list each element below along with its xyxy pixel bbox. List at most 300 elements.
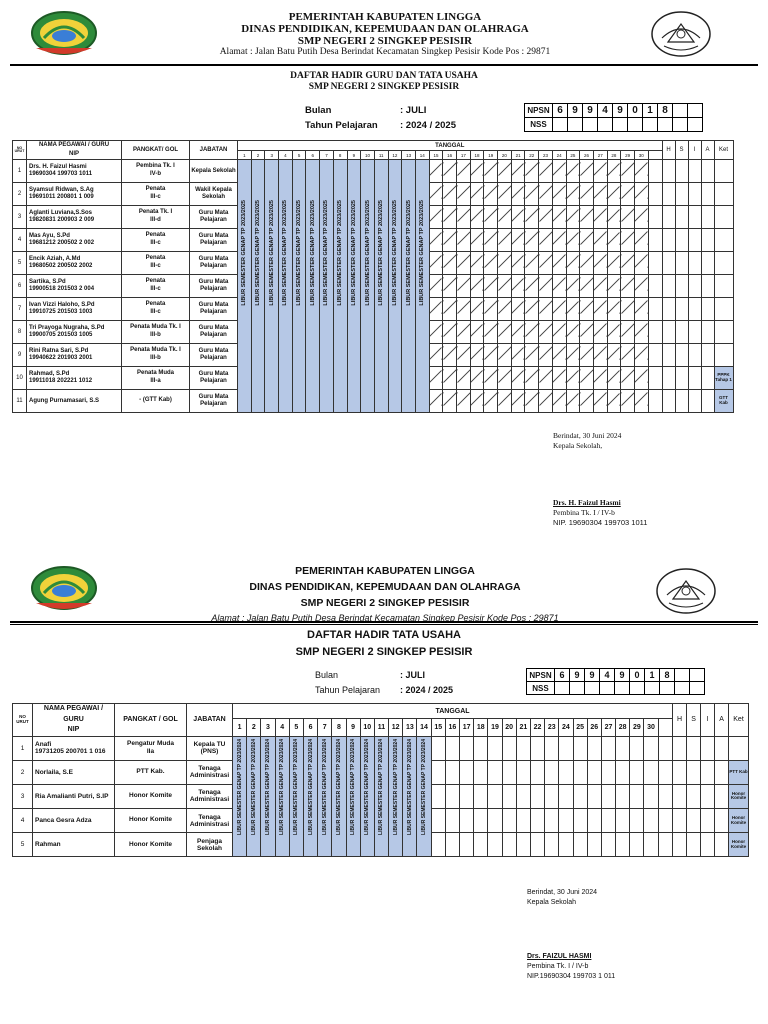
attendance-cell[interactable] <box>545 809 559 833</box>
attendance-cell[interactable] <box>634 160 648 183</box>
attendance-cell[interactable] <box>429 183 443 206</box>
attendance-cell[interactable] <box>484 275 498 298</box>
attendance-cell[interactable] <box>566 321 580 344</box>
attendance-cell[interactable] <box>470 344 484 367</box>
attendance-cell[interactable] <box>593 206 607 229</box>
attendance-cell[interactable] <box>648 252 662 275</box>
attendance-cell[interactable] <box>607 344 621 367</box>
attendance-cell[interactable] <box>498 275 512 298</box>
summary-cell[interactable] <box>673 760 687 784</box>
attendance-cell[interactable] <box>593 321 607 344</box>
summary-cell[interactable] <box>701 367 714 390</box>
attendance-cell[interactable] <box>470 183 484 206</box>
attendance-cell[interactable] <box>525 206 539 229</box>
attendance-cell[interactable] <box>634 367 648 390</box>
summary-cell[interactable] <box>662 252 675 275</box>
attendance-cell[interactable] <box>552 160 566 183</box>
summary-cell[interactable] <box>675 229 688 252</box>
attendance-cell[interactable] <box>516 833 530 857</box>
attendance-cell[interactable] <box>429 229 443 252</box>
attendance-cell[interactable] <box>484 367 498 390</box>
summary-cell[interactable] <box>701 321 714 344</box>
attendance-cell[interactable] <box>607 183 621 206</box>
summary-cell[interactable] <box>662 160 675 183</box>
attendance-cell[interactable] <box>445 809 459 833</box>
attendance-cell[interactable] <box>511 206 525 229</box>
attendance-cell[interactable] <box>580 390 594 413</box>
summary-cell[interactable] <box>662 275 675 298</box>
summary-cell[interactable] <box>673 809 687 833</box>
attendance-cell[interactable] <box>470 252 484 275</box>
attendance-cell[interactable] <box>634 252 648 275</box>
attendance-cell[interactable] <box>445 760 459 784</box>
attendance-cell[interactable] <box>470 321 484 344</box>
attendance-cell[interactable] <box>621 321 635 344</box>
attendance-cell[interactable] <box>658 760 672 784</box>
summary-cell[interactable] <box>687 784 701 808</box>
attendance-cell[interactable] <box>648 206 662 229</box>
attendance-cell[interactable] <box>539 367 553 390</box>
summary-cell[interactable] <box>662 367 675 390</box>
attendance-cell[interactable] <box>566 183 580 206</box>
attendance-cell[interactable] <box>545 784 559 808</box>
attendance-cell[interactable] <box>470 298 484 321</box>
attendance-cell[interactable] <box>648 183 662 206</box>
attendance-cell[interactable] <box>484 183 498 206</box>
attendance-cell[interactable] <box>573 833 587 857</box>
attendance-cell[interactable] <box>580 275 594 298</box>
summary-cell[interactable] <box>701 736 715 760</box>
attendance-cell[interactable] <box>552 252 566 275</box>
attendance-cell[interactable] <box>539 275 553 298</box>
attendance-cell[interactable] <box>616 736 630 760</box>
summary-cell[interactable] <box>688 321 701 344</box>
attendance-cell[interactable] <box>484 206 498 229</box>
summary-cell[interactable] <box>687 760 701 784</box>
attendance-cell[interactable] <box>530 784 544 808</box>
attendance-cell[interactable] <box>580 206 594 229</box>
summary-cell[interactable] <box>715 736 729 760</box>
attendance-cell[interactable] <box>511 321 525 344</box>
attendance-cell[interactable] <box>511 252 525 275</box>
attendance-cell[interactable] <box>607 275 621 298</box>
attendance-cell[interactable] <box>634 206 648 229</box>
attendance-cell[interactable] <box>601 760 615 784</box>
attendance-cell[interactable] <box>457 183 471 206</box>
summary-cell[interactable] <box>675 298 688 321</box>
summary-cell[interactable] <box>675 275 688 298</box>
summary-cell[interactable] <box>715 784 729 808</box>
attendance-cell[interactable] <box>648 344 662 367</box>
attendance-cell[interactable] <box>516 736 530 760</box>
attendance-cell[interactable] <box>470 206 484 229</box>
attendance-cell[interactable] <box>621 183 635 206</box>
summary-cell[interactable] <box>675 390 688 413</box>
attendance-cell[interactable] <box>644 809 658 833</box>
attendance-cell[interactable] <box>621 344 635 367</box>
attendance-cell[interactable] <box>502 809 516 833</box>
attendance-cell[interactable] <box>457 229 471 252</box>
attendance-cell[interactable] <box>488 736 502 760</box>
attendance-cell[interactable] <box>431 784 445 808</box>
attendance-cell[interactable] <box>457 206 471 229</box>
attendance-cell[interactable] <box>443 229 457 252</box>
attendance-cell[interactable] <box>498 206 512 229</box>
summary-cell[interactable] <box>688 160 701 183</box>
summary-cell[interactable] <box>701 252 714 275</box>
attendance-cell[interactable] <box>474 809 488 833</box>
summary-cell[interactable] <box>675 252 688 275</box>
attendance-cell[interactable] <box>566 206 580 229</box>
summary-cell[interactable] <box>675 183 688 206</box>
attendance-cell[interactable] <box>511 344 525 367</box>
attendance-cell[interactable] <box>607 390 621 413</box>
attendance-cell[interactable] <box>525 390 539 413</box>
attendance-cell[interactable] <box>630 809 644 833</box>
attendance-cell[interactable] <box>580 183 594 206</box>
attendance-cell[interactable] <box>616 809 630 833</box>
attendance-cell[interactable] <box>593 275 607 298</box>
attendance-cell[interactable] <box>552 298 566 321</box>
attendance-cell[interactable] <box>488 760 502 784</box>
attendance-cell[interactable] <box>443 160 457 183</box>
attendance-cell[interactable] <box>457 298 471 321</box>
attendance-cell[interactable] <box>621 390 635 413</box>
summary-cell[interactable] <box>688 275 701 298</box>
attendance-cell[interactable] <box>648 321 662 344</box>
summary-cell[interactable] <box>662 206 675 229</box>
attendance-cell[interactable] <box>539 229 553 252</box>
attendance-cell[interactable] <box>525 160 539 183</box>
attendance-cell[interactable] <box>621 298 635 321</box>
summary-cell[interactable] <box>662 344 675 367</box>
attendance-cell[interactable] <box>607 367 621 390</box>
attendance-cell[interactable] <box>593 298 607 321</box>
attendance-cell[interactable] <box>580 229 594 252</box>
attendance-cell[interactable] <box>498 183 512 206</box>
attendance-cell[interactable] <box>545 736 559 760</box>
attendance-cell[interactable] <box>593 160 607 183</box>
attendance-cell[interactable] <box>648 390 662 413</box>
attendance-cell[interactable] <box>474 833 488 857</box>
attendance-cell[interactable] <box>566 344 580 367</box>
attendance-cell[interactable] <box>516 809 530 833</box>
summary-cell[interactable] <box>701 206 714 229</box>
attendance-cell[interactable] <box>457 367 471 390</box>
attendance-cell[interactable] <box>474 784 488 808</box>
attendance-cell[interactable] <box>559 736 573 760</box>
attendance-cell[interactable] <box>580 344 594 367</box>
attendance-cell[interactable] <box>470 275 484 298</box>
attendance-cell[interactable] <box>601 833 615 857</box>
attendance-cell[interactable] <box>429 367 443 390</box>
attendance-cell[interactable] <box>644 833 658 857</box>
attendance-cell[interactable] <box>634 229 648 252</box>
attendance-cell[interactable] <box>457 275 471 298</box>
attendance-cell[interactable] <box>502 760 516 784</box>
attendance-cell[interactable] <box>470 229 484 252</box>
attendance-cell[interactable] <box>552 344 566 367</box>
attendance-cell[interactable] <box>498 298 512 321</box>
summary-cell[interactable] <box>675 160 688 183</box>
attendance-cell[interactable] <box>566 275 580 298</box>
attendance-cell[interactable] <box>525 298 539 321</box>
attendance-cell[interactable] <box>630 760 644 784</box>
attendance-cell[interactable] <box>511 298 525 321</box>
attendance-cell[interactable] <box>621 367 635 390</box>
attendance-cell[interactable] <box>498 367 512 390</box>
summary-cell[interactable] <box>701 160 714 183</box>
attendance-cell[interactable] <box>587 784 601 808</box>
attendance-cell[interactable] <box>484 252 498 275</box>
attendance-cell[interactable] <box>530 809 544 833</box>
attendance-cell[interactable] <box>616 760 630 784</box>
summary-cell[interactable] <box>688 298 701 321</box>
attendance-cell[interactable] <box>644 760 658 784</box>
summary-cell[interactable] <box>701 298 714 321</box>
attendance-cell[interactable] <box>644 784 658 808</box>
attendance-cell[interactable] <box>525 183 539 206</box>
attendance-cell[interactable] <box>525 321 539 344</box>
attendance-cell[interactable] <box>573 809 587 833</box>
attendance-cell[interactable] <box>484 160 498 183</box>
attendance-cell[interactable] <box>445 736 459 760</box>
attendance-cell[interactable] <box>658 784 672 808</box>
attendance-cell[interactable] <box>539 252 553 275</box>
summary-cell[interactable] <box>715 809 729 833</box>
attendance-cell[interactable] <box>648 275 662 298</box>
attendance-cell[interactable] <box>607 160 621 183</box>
attendance-cell[interactable] <box>559 809 573 833</box>
attendance-cell[interactable] <box>648 367 662 390</box>
attendance-cell[interactable] <box>498 321 512 344</box>
attendance-cell[interactable] <box>607 206 621 229</box>
attendance-cell[interactable] <box>621 160 635 183</box>
attendance-cell[interactable] <box>566 298 580 321</box>
attendance-cell[interactable] <box>634 390 648 413</box>
attendance-cell[interactable] <box>621 206 635 229</box>
attendance-cell[interactable] <box>460 736 474 760</box>
attendance-cell[interactable] <box>498 344 512 367</box>
attendance-cell[interactable] <box>429 275 443 298</box>
attendance-cell[interactable] <box>621 229 635 252</box>
attendance-cell[interactable] <box>511 183 525 206</box>
attendance-cell[interactable] <box>502 736 516 760</box>
attendance-cell[interactable] <box>525 252 539 275</box>
attendance-cell[interactable] <box>498 252 512 275</box>
attendance-cell[interactable] <box>516 784 530 808</box>
attendance-cell[interactable] <box>621 252 635 275</box>
attendance-cell[interactable] <box>445 784 459 808</box>
attendance-cell[interactable] <box>484 321 498 344</box>
summary-cell[interactable] <box>701 833 715 857</box>
attendance-cell[interactable] <box>511 367 525 390</box>
attendance-cell[interactable] <box>484 344 498 367</box>
attendance-cell[interactable] <box>530 833 544 857</box>
attendance-cell[interactable] <box>457 252 471 275</box>
attendance-cell[interactable] <box>644 736 658 760</box>
summary-cell[interactable] <box>688 183 701 206</box>
attendance-cell[interactable] <box>616 784 630 808</box>
summary-cell[interactable] <box>673 833 687 857</box>
attendance-cell[interactable] <box>593 229 607 252</box>
attendance-cell[interactable] <box>443 183 457 206</box>
attendance-cell[interactable] <box>593 183 607 206</box>
attendance-cell[interactable] <box>587 736 601 760</box>
attendance-cell[interactable] <box>634 344 648 367</box>
summary-cell[interactable] <box>675 344 688 367</box>
summary-cell[interactable] <box>662 183 675 206</box>
summary-cell[interactable] <box>687 809 701 833</box>
attendance-cell[interactable] <box>539 183 553 206</box>
attendance-cell[interactable] <box>502 833 516 857</box>
attendance-cell[interactable] <box>429 390 443 413</box>
attendance-cell[interactable] <box>457 160 471 183</box>
summary-cell[interactable] <box>675 206 688 229</box>
attendance-cell[interactable] <box>474 736 488 760</box>
attendance-cell[interactable] <box>601 736 615 760</box>
summary-cell[interactable] <box>673 784 687 808</box>
attendance-cell[interactable] <box>580 160 594 183</box>
attendance-cell[interactable] <box>488 809 502 833</box>
attendance-cell[interactable] <box>593 344 607 367</box>
summary-cell[interactable] <box>662 321 675 344</box>
summary-cell[interactable] <box>687 736 701 760</box>
attendance-cell[interactable] <box>511 229 525 252</box>
attendance-cell[interactable] <box>431 809 445 833</box>
summary-cell[interactable] <box>662 390 675 413</box>
attendance-cell[interactable] <box>443 321 457 344</box>
summary-cell[interactable] <box>688 206 701 229</box>
attendance-cell[interactable] <box>457 321 471 344</box>
summary-cell[interactable] <box>701 784 715 808</box>
attendance-cell[interactable] <box>443 298 457 321</box>
attendance-cell[interactable] <box>607 321 621 344</box>
attendance-cell[interactable] <box>525 367 539 390</box>
attendance-cell[interactable] <box>601 809 615 833</box>
attendance-cell[interactable] <box>566 252 580 275</box>
summary-cell[interactable] <box>701 760 715 784</box>
summary-cell[interactable] <box>675 321 688 344</box>
attendance-cell[interactable] <box>511 160 525 183</box>
attendance-cell[interactable] <box>559 760 573 784</box>
attendance-cell[interactable] <box>630 784 644 808</box>
attendance-cell[interactable] <box>429 344 443 367</box>
attendance-cell[interactable] <box>616 833 630 857</box>
attendance-cell[interactable] <box>607 298 621 321</box>
summary-cell[interactable] <box>688 367 701 390</box>
attendance-cell[interactable] <box>552 321 566 344</box>
attendance-cell[interactable] <box>488 833 502 857</box>
attendance-cell[interactable] <box>460 784 474 808</box>
attendance-cell[interactable] <box>559 784 573 808</box>
attendance-cell[interactable] <box>539 298 553 321</box>
attendance-cell[interactable] <box>580 298 594 321</box>
attendance-cell[interactable] <box>539 344 553 367</box>
attendance-cell[interactable] <box>545 833 559 857</box>
attendance-cell[interactable] <box>552 206 566 229</box>
attendance-cell[interactable] <box>658 833 672 857</box>
summary-cell[interactable] <box>701 275 714 298</box>
summary-cell[interactable] <box>715 833 729 857</box>
attendance-cell[interactable] <box>634 321 648 344</box>
summary-cell[interactable] <box>687 833 701 857</box>
attendance-cell[interactable] <box>607 252 621 275</box>
summary-cell[interactable] <box>688 252 701 275</box>
attendance-cell[interactable] <box>511 390 525 413</box>
attendance-cell[interactable] <box>429 321 443 344</box>
attendance-cell[interactable] <box>648 160 662 183</box>
attendance-cell[interactable] <box>429 252 443 275</box>
summary-cell[interactable] <box>688 229 701 252</box>
attendance-cell[interactable] <box>474 760 488 784</box>
summary-cell[interactable] <box>662 229 675 252</box>
attendance-cell[interactable] <box>460 809 474 833</box>
attendance-cell[interactable] <box>566 390 580 413</box>
attendance-cell[interactable] <box>580 252 594 275</box>
attendance-cell[interactable] <box>621 275 635 298</box>
summary-cell[interactable] <box>701 344 714 367</box>
attendance-cell[interactable] <box>511 275 525 298</box>
summary-cell[interactable] <box>675 367 688 390</box>
attendance-cell[interactable] <box>525 229 539 252</box>
attendance-cell[interactable] <box>658 809 672 833</box>
attendance-cell[interactable] <box>488 784 502 808</box>
attendance-cell[interactable] <box>443 206 457 229</box>
attendance-cell[interactable] <box>443 275 457 298</box>
attendance-cell[interactable] <box>545 760 559 784</box>
attendance-cell[interactable] <box>648 229 662 252</box>
attendance-cell[interactable] <box>634 275 648 298</box>
attendance-cell[interactable] <box>634 183 648 206</box>
attendance-cell[interactable] <box>484 390 498 413</box>
attendance-cell[interactable] <box>552 390 566 413</box>
attendance-cell[interactable] <box>484 298 498 321</box>
attendance-cell[interactable] <box>429 206 443 229</box>
summary-cell[interactable] <box>701 229 714 252</box>
attendance-cell[interactable] <box>470 390 484 413</box>
summary-cell[interactable] <box>701 183 714 206</box>
attendance-cell[interactable] <box>587 760 601 784</box>
attendance-cell[interactable] <box>443 344 457 367</box>
attendance-cell[interactable] <box>580 367 594 390</box>
attendance-cell[interactable] <box>460 833 474 857</box>
attendance-cell[interactable] <box>498 229 512 252</box>
attendance-cell[interactable] <box>429 160 443 183</box>
summary-cell[interactable] <box>688 390 701 413</box>
attendance-cell[interactable] <box>573 784 587 808</box>
summary-cell[interactable] <box>701 390 714 413</box>
attendance-cell[interactable] <box>431 833 445 857</box>
attendance-cell[interactable] <box>470 367 484 390</box>
summary-cell[interactable] <box>715 760 729 784</box>
attendance-cell[interactable] <box>593 252 607 275</box>
attendance-cell[interactable] <box>648 298 662 321</box>
attendance-cell[interactable] <box>573 760 587 784</box>
attendance-cell[interactable] <box>443 252 457 275</box>
attendance-cell[interactable] <box>498 160 512 183</box>
attendance-cell[interactable] <box>539 206 553 229</box>
attendance-cell[interactable] <box>539 160 553 183</box>
attendance-cell[interactable] <box>630 833 644 857</box>
attendance-cell[interactable] <box>658 736 672 760</box>
attendance-cell[interactable] <box>502 784 516 808</box>
attendance-cell[interactable] <box>525 344 539 367</box>
attendance-cell[interactable] <box>429 298 443 321</box>
summary-cell[interactable] <box>688 344 701 367</box>
attendance-cell[interactable] <box>580 321 594 344</box>
attendance-cell[interactable] <box>445 833 459 857</box>
